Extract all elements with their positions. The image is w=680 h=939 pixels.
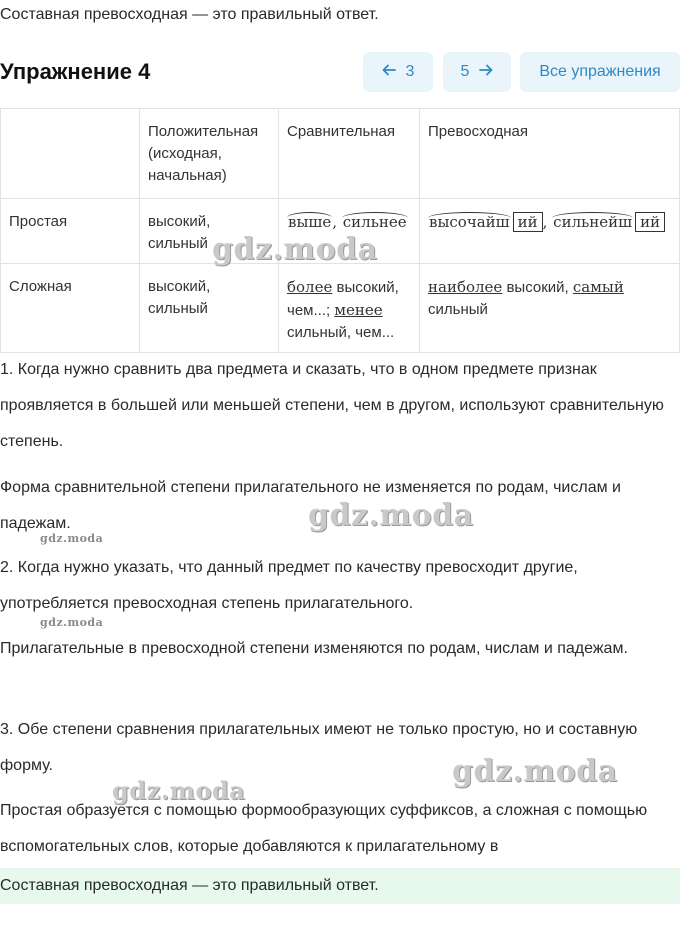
table-header-cell: Сравнительная xyxy=(279,109,420,199)
ending-box: ий xyxy=(513,212,543,232)
watermark: gdz.moda xyxy=(40,532,104,545)
paragraph: Простая образуется с помощью формообразующих суффиксов, а сложная с помощью вспомогательных слов, которые добавляются к прилагательному в xyxy=(0,802,648,855)
word-part: сильнее xyxy=(342,213,407,231)
paragraph: Форма сравнительной степени прилагательного не изменяется по родам, числам и падежам. xyxy=(0,479,621,532)
answer-highlight: Составная превосходная — это правильный ответ. xyxy=(0,868,680,904)
next-exercise-button[interactable] xyxy=(443,52,511,92)
word-part: сильный xyxy=(428,301,488,318)
row-name-cell: Простая xyxy=(1,199,140,264)
word-part: наиболее xyxy=(428,278,503,296)
exercise-title: Упражнение 4 xyxy=(0,59,151,84)
exercise-header xyxy=(0,52,680,92)
ending-box: ий xyxy=(635,212,665,232)
prev-exercise-button[interactable] xyxy=(363,52,433,92)
table-header-cell: Превосходная xyxy=(420,109,680,199)
arrow-left-icon xyxy=(382,63,396,82)
comparative-cell xyxy=(279,264,420,353)
degrees-table xyxy=(0,108,680,353)
watermark: gdz.moda xyxy=(308,498,474,533)
paragraph: 2. Когда нужно указать, что данный предмет по качеству превосходит другие, употребляется превосходная степень прилагательного. xyxy=(0,559,578,612)
top-answer-text: Составная превосходная — это правильный ответ. xyxy=(0,6,379,23)
watermark: gdz.moda xyxy=(40,616,104,629)
positive-cell: высокий, сильный xyxy=(140,264,279,353)
word-part: выше xyxy=(288,213,332,231)
table-header-cell xyxy=(1,109,140,199)
watermark: gdz.moda xyxy=(212,232,378,267)
positive-cell: высокий, сильный xyxy=(140,199,279,264)
word-part: высокий, xyxy=(502,279,573,296)
word-part: более xyxy=(287,278,333,296)
row-name-cell: Сложная xyxy=(1,264,140,353)
paragraph: 3. Обе степени сравнения прилагательных имеют не только простую, но и составную форму. xyxy=(0,721,638,774)
arrow-right-icon xyxy=(479,63,493,82)
paragraph: 1. Когда нужно сравнить два предмета и сказать, что в одном предмете признак проявляется в большей или меньшей степени, чем в другом, используют сравнительную степень. xyxy=(0,361,664,450)
word-part: , xyxy=(542,213,553,231)
word-part: , xyxy=(332,213,342,231)
superlative-cell xyxy=(420,199,680,264)
table-row xyxy=(1,264,680,353)
watermark: gdz.moda xyxy=(452,754,618,789)
watermark: gdz.moda xyxy=(112,776,246,805)
table-header-row xyxy=(1,109,680,199)
word-part: менее xyxy=(334,301,383,319)
word-part: высокий, чем...; xyxy=(287,279,399,319)
word-part: высочайш xyxy=(429,213,510,231)
word-part: сильный, чем... xyxy=(287,324,395,341)
word-part: самый xyxy=(572,278,624,296)
word-part: сильнейш xyxy=(553,213,633,231)
table-header-cell: Положительная (исходная, начальная) xyxy=(140,109,279,199)
next-exercise-label: 5 xyxy=(460,63,470,80)
superlative-cell xyxy=(420,264,680,353)
all-exercises-button[interactable]: Все упражнения xyxy=(520,52,680,92)
paragraph: Прилагательные в превосходной степени изменяются по родам, числам и падежам. xyxy=(0,640,628,657)
prev-exercise-label: 3 xyxy=(405,63,415,80)
